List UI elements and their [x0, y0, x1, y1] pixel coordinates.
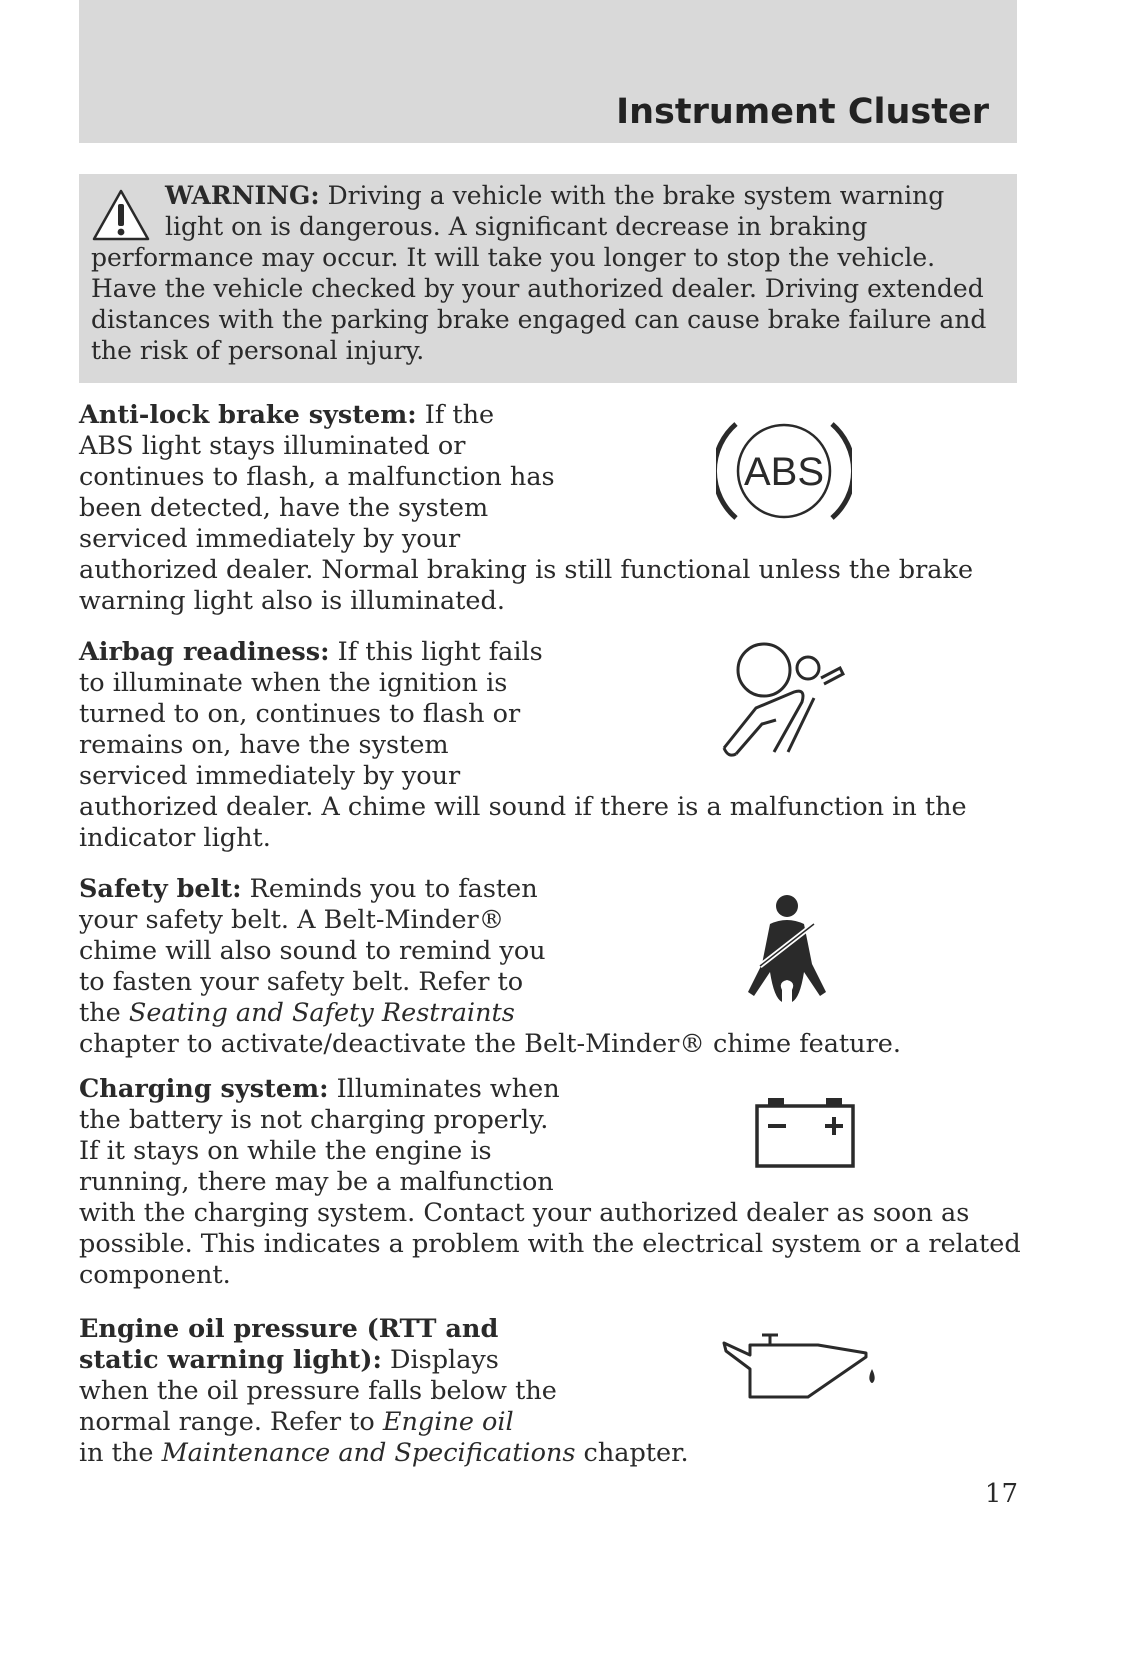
- belt-title: Safety belt:: [79, 874, 242, 904]
- warning-triangle-icon: [91, 188, 151, 242]
- warning-label: WARNING:: [165, 181, 320, 210]
- warning-box: [79, 174, 1017, 383]
- oil-title-1: Engine oil pressure (RTT and: [79, 1314, 499, 1344]
- abs-section: Anti-lock brake system: If the ABS light stays illuminated or continues to flash, a malfunction has been detected, have the system serviced immediately by your authorized dealer. Normal braking is still functional unless the brake warning light also is illuminated.: [79, 400, 974, 616]
- safety-belt-icon: [742, 894, 832, 1014]
- page-header: [79, 0, 1017, 143]
- airbag-readiness-icon: [718, 640, 848, 760]
- oil-pressure-section: Engine oil pressure (RTT and static warning light): Displays when the oil pressure falls below the normal range. Refer to Engine oil in the Maintenance and Specifications chapter.: [79, 1314, 689, 1468]
- page-number: 17: [984, 1479, 1018, 1509]
- abs-title: Anti-lock brake system:: [79, 400, 417, 430]
- airbag-title: Airbag readiness:: [79, 637, 330, 667]
- oil-title-2: static warning light):: [79, 1345, 382, 1375]
- abs-warning-icon: [716, 412, 852, 530]
- safety-belt-section: Safety belt: Reminds you to fasten your safety belt. A Belt-Minder® chime will also sound to remind you to fasten your safety belt. Refer to the Seating and Safety Restraints chapter to activate/deactivate the Belt-Minder® chime feature.: [79, 874, 901, 1059]
- warning-text: Driving a vehicle with the brake system warning light on is dangerous. A significant decrease in braking performance may occur. It will take you longer to stop the vehicle. Have the vehicle checked by your authorized dealer. Driving extended distances with the parking brake engaged can cause brake failure and the risk of personal injury.: [91, 181, 987, 365]
- charging-section: Charging system: Illuminates when the battery is not charging properly. If it stays on while the engine is running, there may be a malfunction with the charging system. Contact your authorized dealer as soon as possible. This indicates a problem with the electrical system or a related component.: [79, 1074, 1021, 1290]
- charging-title: Charging system:: [79, 1074, 329, 1104]
- page-title: Instrument Cluster: [616, 92, 989, 132]
- oil-can-icon: [722, 1333, 878, 1401]
- airbag-section: Airbag readiness: If this light fails to illuminate when the ignition is turned to on, continues to flash or remains on, have the system serviced immediately by your authorized dealer. A chime will sound if there is a malfunction in the indicator light.: [79, 637, 967, 853]
- battery-icon: [754, 1096, 856, 1170]
- abs-icon-text: ABS: [743, 450, 825, 494]
